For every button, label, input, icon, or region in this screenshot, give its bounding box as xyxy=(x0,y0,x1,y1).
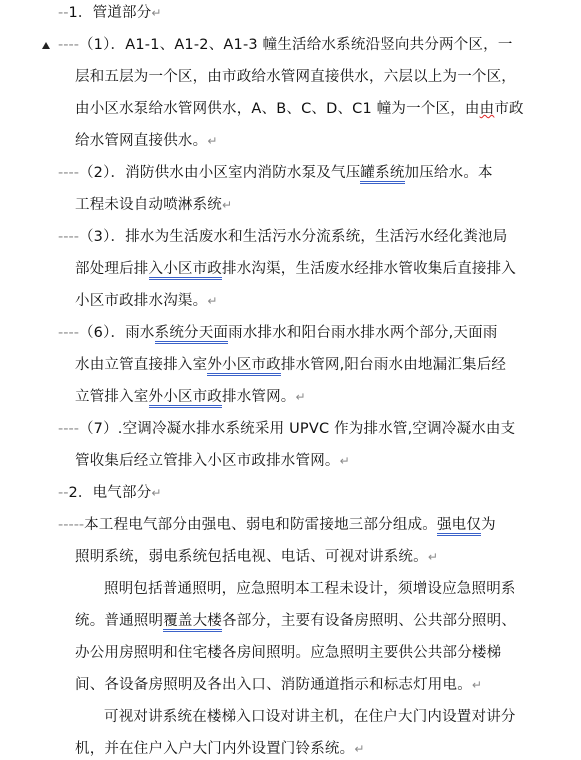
text-span: 工程未设自动喷淋系统 xyxy=(75,197,222,213)
grammar-flag-span[interactable]: 外小区市政 xyxy=(149,389,223,408)
text-line xyxy=(75,99,524,119)
paragraph-mark-icon: ↵ xyxy=(427,550,439,564)
text-span: 本工程电气部分由强电、弱电和防雷接地三部分组成。 xyxy=(84,517,437,533)
paragraph-mark-icon: ↵ xyxy=(295,390,306,404)
grammar-flag-span[interactable]: 入小区市政 xyxy=(149,261,223,280)
text-line xyxy=(104,579,516,599)
text-line xyxy=(75,451,350,471)
text-span: 排水沟渠，生活废水经排水管收集后直接排入 xyxy=(222,261,516,277)
text-span: 办公用房照明和住宅楼各房间照明。应急照明主要供公共部分楼梯 xyxy=(75,645,502,661)
indent-marker: -- xyxy=(58,5,69,21)
text-line xyxy=(75,355,506,375)
indent-marker: ---- xyxy=(58,37,79,53)
text-line xyxy=(75,643,501,663)
indent-marker: ---- xyxy=(58,421,79,437)
grammar-flag-span[interactable]: 外小区市政 xyxy=(207,357,281,376)
text-span: 立管排入室 xyxy=(75,389,149,405)
text-span: 照明包括普通照明，应急照明本工程未设计，须增设应急照明系 xyxy=(104,581,516,597)
paragraph-mark-icon: ↵ xyxy=(207,134,218,148)
text-span: 水由立管直接排入室 xyxy=(75,357,208,373)
text-span: 为 xyxy=(481,517,496,533)
text-line xyxy=(58,163,493,183)
paragraph-mark-icon: ↵ xyxy=(222,198,233,212)
section-heading xyxy=(58,3,162,23)
paragraph-mark-icon: ↵ xyxy=(151,486,162,500)
text-line xyxy=(75,611,516,631)
indent-marker: -- xyxy=(58,485,69,501)
text-span: （2）．消防供水由小区室内消防水泵及气压 xyxy=(78,165,361,181)
text-line xyxy=(75,259,516,279)
text-line xyxy=(75,67,516,87)
indent-marker: ---- xyxy=(58,229,79,245)
text-line xyxy=(75,291,218,311)
grammar-flag-span[interactable]: 罐系统 xyxy=(360,165,404,184)
indent-marker: ---- xyxy=(58,325,79,341)
text-span: 小区市政排水沟渠。 xyxy=(75,293,208,309)
text-span: 可视对讲系统在楼梯入口设对讲主机，在住户大门内设置对讲分 xyxy=(104,709,516,725)
text-span: 层和五层为一个区，由市政给水管网直接供水，六层以上为一个区， xyxy=(75,69,516,85)
text-span: 各部分，主要有设备房照明、公共部分照明、 xyxy=(222,613,517,629)
text-line xyxy=(58,419,515,439)
text-line xyxy=(75,131,218,151)
text-span: 排水管网,阳台雨水由地漏汇集后经 xyxy=(280,357,507,373)
text-span: （1）．A1-1、A1-2、A1-3 幢生活给水系统沿竖向共分两个区，一 xyxy=(78,37,513,53)
text-span: 排水管网。 xyxy=(222,389,296,405)
spelling-error-span[interactable]: 由 xyxy=(479,101,495,117)
text-span: 加压给水。本 xyxy=(404,165,493,181)
grammar-flag-span[interactable]: 覆盖大楼 xyxy=(163,613,222,632)
text-line xyxy=(58,227,507,247)
indent-marker: ---- xyxy=(58,165,79,181)
section-1-title: 1．管道部分 xyxy=(68,5,152,21)
grammar-flag-span[interactable]: 系统分天面 xyxy=(155,325,229,344)
text-span: 部处理后排 xyxy=(75,261,149,277)
text-line xyxy=(58,35,513,55)
section-heading xyxy=(58,483,162,503)
paragraph-mark-icon: ↵ xyxy=(339,454,350,468)
text-line xyxy=(58,515,496,535)
text-span: 市政 xyxy=(494,101,524,117)
text-span: 照明系统，弱电系统包括电视、电话、可视对讲系统。 xyxy=(75,549,428,565)
text-span: 管收集后经立管排入小区市政排水管网。 xyxy=(75,453,340,469)
grammar-flag-span[interactable]: 强电仅 xyxy=(437,517,481,536)
text-line xyxy=(104,707,516,727)
paragraph-mark-icon: ↵ xyxy=(354,742,365,756)
text-span: 雨水排水和阳台雨水排水两个部分,天面雨 xyxy=(228,325,498,341)
text-span: （7）.空调冷凝水排水系统采用 UPVC 作为排水管,空调冷凝水由支 xyxy=(78,421,516,437)
text-span: 间、各设备房照明及各出入口、消防通道指示和标志灯用电。 xyxy=(75,677,472,693)
paragraph-mark-icon: ↵ xyxy=(471,678,483,692)
text-line xyxy=(75,675,482,695)
text-line xyxy=(75,195,232,215)
text-line xyxy=(58,323,498,343)
text-span: 给水管网直接供水。 xyxy=(75,133,208,149)
text-line xyxy=(75,739,365,759)
text-span: （6）．雨水 xyxy=(78,325,155,341)
indent-marker: ----- xyxy=(58,517,85,533)
paragraph-mark-icon: ↵ xyxy=(151,6,162,20)
text-span: 由小区水泵给水管网供水，A、B、C、D、C1 幢为一个区，由 xyxy=(75,101,480,117)
text-span: 机，并在住户入户大门内外设置门铃系统。 xyxy=(75,741,355,757)
section-2-title: 2．电气部分 xyxy=(68,485,152,501)
paragraph-anchor-icon xyxy=(42,42,50,49)
text-span: （3）．排水为生活废水和生活污水分流系统，生活污水经化粪池局 xyxy=(78,229,508,245)
text-line xyxy=(75,387,306,407)
paragraph-mark-icon: ↵ xyxy=(207,294,218,308)
text-span: 统。普通照明 xyxy=(75,613,164,629)
text-line xyxy=(75,547,438,567)
